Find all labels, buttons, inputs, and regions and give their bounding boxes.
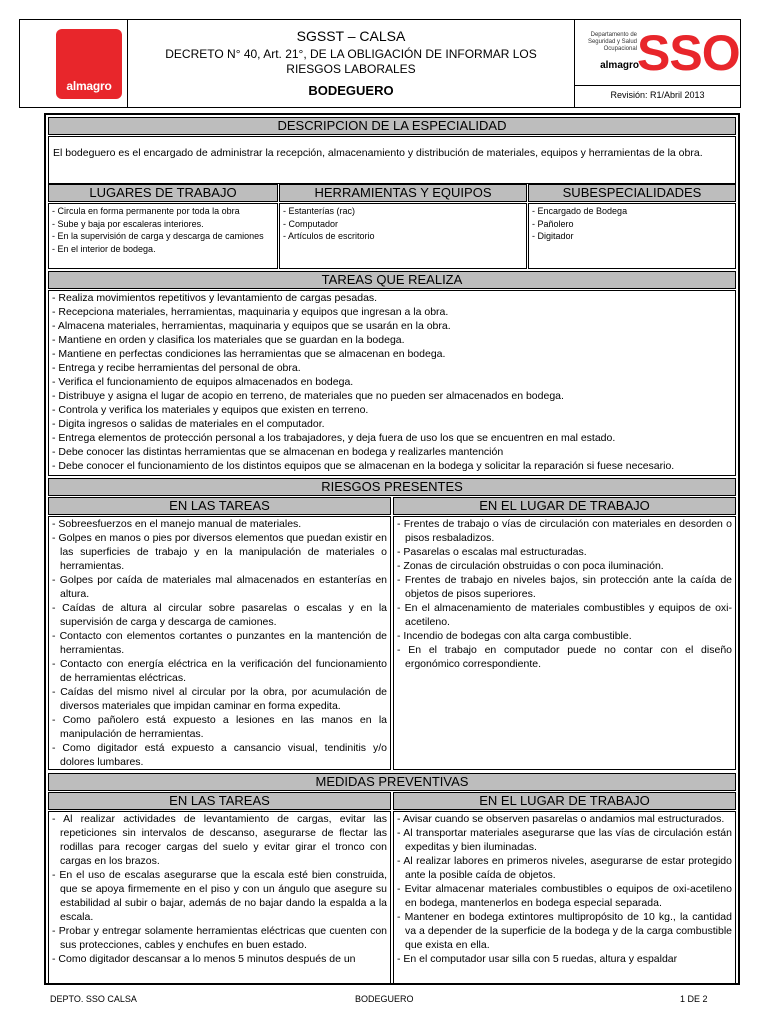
- descripcion-box: [48, 136, 736, 184]
- list-item: - Mantiene en orden y clasifica los materiales que se guardan en la bodega.: [52, 334, 405, 346]
- almagro-small-logo: almagro: [600, 60, 639, 71]
- sso-wordmark: SSO: [637, 25, 740, 81]
- almagro-logo: [56, 29, 122, 99]
- riesgos-lugar-box: [393, 516, 736, 770]
- specialty-sheet: [44, 113, 740, 985]
- medidas-tareas-list: [49, 812, 390, 966]
- subespecialidades-heading: SUBESPECIALIDADES: [528, 184, 736, 202]
- footer-department: DEPTO. SSO CALSA: [50, 994, 137, 1004]
- list-item: - En el trabajo en computador puede no contar con el diseño ergonómico correspondiente.: [397, 644, 732, 670]
- tareas-list: [49, 291, 735, 473]
- list-item: - Como pañolero está expuesto a lesiones en las manos en la manipulación de herramientas.: [52, 714, 387, 740]
- riesgos-lugar-list: [394, 517, 735, 671]
- department-text: Departamento de Seguridad y Salud Ocupacional: [587, 32, 637, 52]
- list-item: - Pañolero: [532, 218, 574, 229]
- riesgos-lugar-heading: EN EL LUGAR DE TRABAJO: [393, 497, 736, 515]
- list-item: - Contacto con energía eléctrica en la verificación del funcionamiento de herramientas eléctricas.: [52, 658, 387, 684]
- title-cell: [128, 20, 574, 107]
- list-item: - Al transportar materiales asegurarse que las vías de circulación están expeditas y bien iluminadas.: [397, 827, 732, 853]
- list-item: - En la supervisión de carga y descarga de camiones: [52, 231, 264, 241]
- footer-page-number: 1 DE 2: [680, 994, 708, 1004]
- list-item: - Avisar cuando se observen pasarelas o andamios mal estructurados.: [397, 813, 725, 825]
- list-item: - Contacto con elementos cortantes o punzantes en la mantención de herramientas.: [52, 630, 387, 656]
- list-item: - Zonas de circulación obstruidas o con poca iluminación.: [397, 560, 664, 572]
- almagro-logo-cell: [20, 20, 128, 107]
- list-item: - Frentes de trabajo en niveles bajos, sin protección ante la caída de objetos de pisos superiores.: [397, 574, 732, 600]
- list-item: - Sobreesfuerzos en el manejo manual de materiales.: [52, 518, 302, 530]
- list-item: - En el interior de bodega.: [52, 243, 156, 254]
- list-item: - Pasarelas o escalas mal estructuradas.: [397, 546, 587, 558]
- list-item: - Al realizar actividades de levantamiento de cargas, evitar las repeticiones sin intervalos de descanso, asegurarse de flectar las rodillas para recoger cargas del suelo y evitar girar el tronco con cargas en los brazos.: [52, 813, 387, 867]
- list-item: - Estanterías (rac): [283, 206, 356, 216]
- list-item: - Evitar almacenar materiales combustibles o equipos de oxi-acetileno en bodega, mantenerlos en bodega especial separada.: [397, 883, 732, 909]
- revision-label: Revisión: R1/Abril 2013: [610, 90, 705, 100]
- lugares-heading: LUGARES DE TRABAJO: [48, 184, 278, 202]
- list-item: - Computador: [283, 218, 339, 229]
- list-item: - En el almacenamiento de materiales combustibles y equipos de oxi-acetileno.: [397, 602, 732, 628]
- document-title: SGSST – CALSA: [296, 28, 406, 44]
- herramientas-box: [279, 203, 527, 269]
- list-item: - Debe conocer las distintas herramientas que se almacenan en bodega y realizarles mantención: [52, 446, 504, 458]
- list-item: - Frentes de trabajo o vías de circulación con materiales en desorden o pisos resbaladizos.: [397, 518, 732, 544]
- list-item: - Verifica el funcionamiento de equipos almacenados en bodega.: [52, 376, 354, 388]
- subespecialidades-list: [529, 204, 735, 244]
- document-header: [19, 19, 741, 108]
- medidas-tareas-box: [48, 811, 391, 985]
- list-item: - Como digitador descansar a lo menos 5 minutos después de un: [52, 953, 356, 965]
- medidas-heading: MEDIDAS PREVENTIVAS: [48, 773, 736, 791]
- riesgos-tareas-list: [49, 517, 390, 769]
- list-item: - Distribuye y asigna el lugar de acopio en terreno, de materiales que no pueden ser almacenados en bodega.: [52, 390, 564, 402]
- list-item: - Realiza movimientos repetitivos y levantamiento de cargas pesadas.: [52, 292, 378, 304]
- medidas-lugar-heading: EN EL LUGAR DE TRABAJO: [393, 792, 736, 810]
- riesgos-heading: RIESGOS PRESENTES: [48, 478, 736, 496]
- riesgos-tareas-heading: EN LAS TAREAS: [48, 497, 391, 515]
- almagro-logo-text: almagro: [66, 79, 112, 93]
- footer-role: BODEGUERO: [355, 994, 414, 1004]
- herramientas-heading: HERRAMIENTAS Y EQUIPOS: [279, 184, 527, 202]
- list-item: - Digita ingresos o salidas de materiales en el computador.: [52, 418, 325, 430]
- list-item: - Golpes por caída de materiales mal almacenados en estanterías en altura.: [52, 574, 387, 600]
- sso-logo: [575, 20, 740, 86]
- tareas-heading: TAREAS QUE REALIZA: [48, 271, 736, 289]
- lugares-box: [48, 203, 278, 269]
- medidas-lugar-list: [394, 812, 735, 966]
- list-item: - Digitador: [532, 231, 574, 241]
- tareas-box: [48, 290, 736, 476]
- sso-logo-cell: [574, 20, 740, 107]
- list-item: - Debe conocer el funcionamiento de los distintos equipos que se almacenan en la bodega y solicitar la reparación si fuese necesario.: [52, 460, 675, 472]
- list-item: - Al realizar labores en primeros niveles, asegurarse de estar protegido ante la posible caída de objetos.: [397, 855, 732, 881]
- list-item: - Golpes en manos o pies por diversos elementos que puedan existir en las superficies de trabajo y en la manipulación de materiales o herramientas.: [52, 532, 387, 572]
- list-item: - Almacena materiales, herramientas, maquinaria y equipos que se usarán en la obra.: [52, 320, 451, 332]
- descripcion-text: El bodeguero es el encargado de administrar la recepción, almacenamiento y distribución de materiales, equipos y herramientas de la obra.: [53, 147, 703, 159]
- list-item: - Mantiene en perfectas condiciones las herramientas que se almacenan en bodega.: [52, 348, 446, 360]
- medidas-lugar-box: [393, 811, 736, 985]
- descripcion-heading: DESCRIPCION DE LA ESPECIALIDAD: [48, 117, 736, 135]
- list-item: - Controla y verifica los materiales y equipos que existen en terreno.: [52, 404, 369, 416]
- list-item: - Mantener en bodega extintores multipropósito de 10 kg., la cantidad va a depender de la superficie de la bodega y de la carga combustible que exista en ella.: [397, 911, 732, 951]
- list-item: - Caídas de altura al circular sobre pasarelas o escalas y en la supervisión de carga y descarga de camiones.: [52, 602, 387, 628]
- lugares-list: [49, 204, 277, 256]
- list-item: - En el computador usar silla con 5 ruedas, altura y espaldar: [397, 953, 678, 965]
- list-item: - Caídas del mismo nivel al circular por la obra, por acumulación de diversos materiales que impidan caminar en forma expedita.: [52, 686, 387, 712]
- riesgos-tareas-box: [48, 516, 391, 770]
- list-item: - Recepciona materiales, herramientas, maquinaria y equipos que ingresan a la obra.: [52, 306, 449, 318]
- list-item: - Sube y baja por escaleras interiores.: [52, 218, 204, 229]
- subespecialidades-box: [528, 203, 736, 269]
- role-title: BODEGUERO: [308, 83, 394, 98]
- list-item: - Entrega elementos de protección personal a los trabajadores, y deja fuera de uso los que se encuentren en mal estado.: [52, 432, 616, 444]
- document-subtitle: DECRETO N° 40, Art. 21°, DE LA OBLIGACIÓN DE INFORMAR LOS RIESGOS LABORALES: [165, 47, 537, 76]
- list-item: - Como digitador está expuesto a cansancio visual, tendinitis y/o dolores lumbares.: [52, 742, 387, 768]
- medidas-tareas-heading: EN LAS TAREAS: [48, 792, 391, 810]
- list-item: - Probar y entregar solamente herramientas eléctricas que cuenten con sus protecciones, cables y enchufes en buen estado.: [52, 925, 387, 951]
- herramientas-list: [280, 204, 526, 244]
- list-item: - Circula en forma permanente por toda la obra: [52, 206, 240, 216]
- list-item: - Encargado de Bodega: [532, 206, 628, 216]
- list-item: - Entrega y recibe herramientas del personal de obra.: [52, 362, 301, 374]
- list-item: - Incendio de bodegas con alta carga combustible.: [397, 630, 632, 642]
- list-item: - En el uso de escalas asegurarse que la escala esté bien construida, que se apoya firmemente en el piso y con un ángulo que asegure su estabilidad al subir o bajar, además de no bajar dando la espalda a la escala.: [52, 869, 387, 923]
- list-item: - Artículos de escritorio: [283, 231, 375, 241]
